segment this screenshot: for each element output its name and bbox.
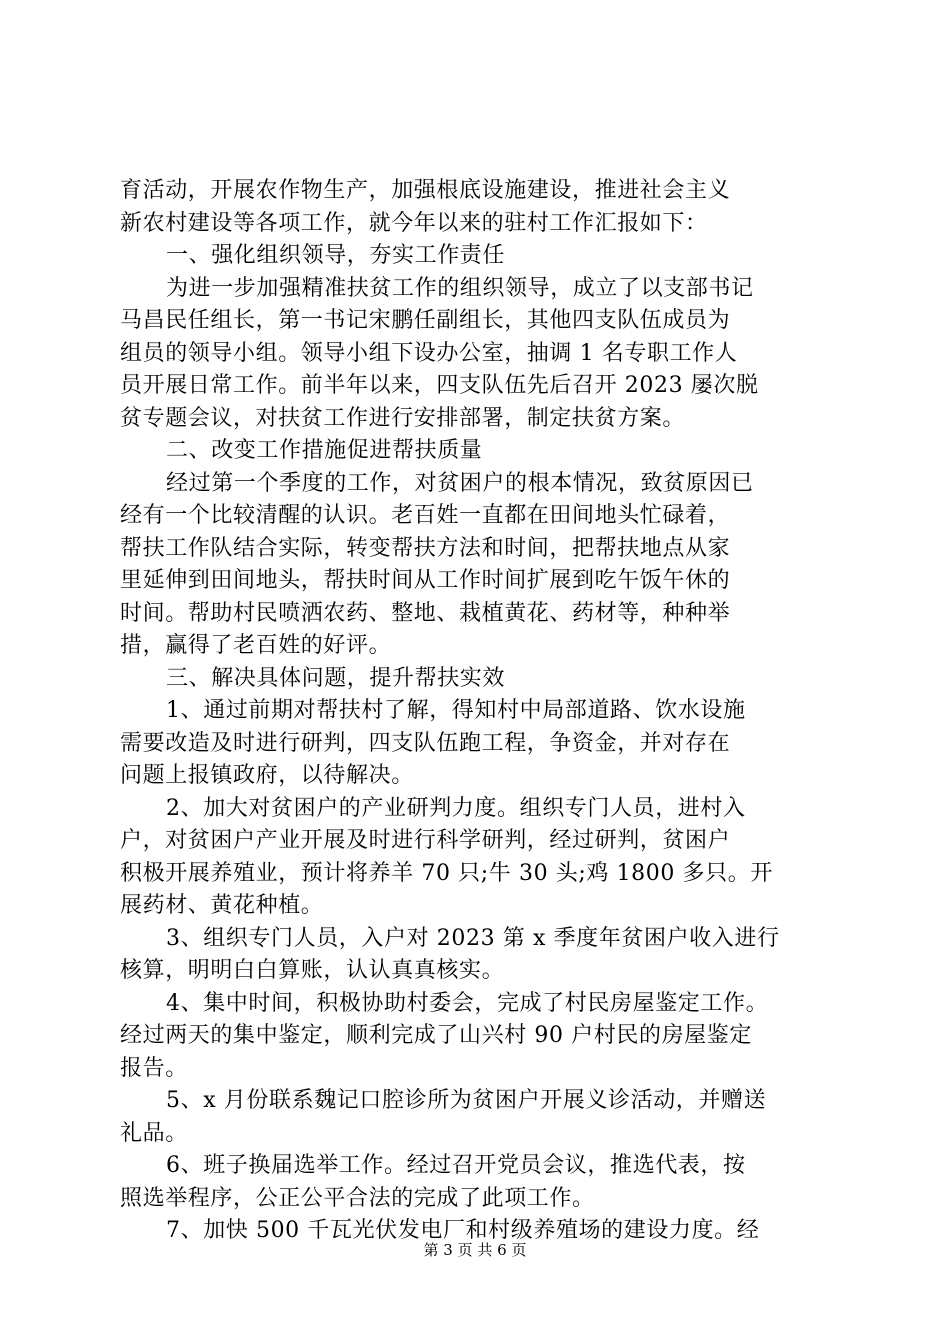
text-line: 员开展日常工作。前半年以来，四支队伍先后召开 2023 屡次脱 (120, 373, 759, 398)
text-line: 马昌民任组长，第一书记宋鹏任副组长，其他四支队伍成员为 (120, 308, 731, 333)
text-line: 贫专题会议，对扶贫工作进行安排部署，制定扶贫方案。 (120, 405, 686, 431)
page-footer: 第 3 页 共 6 页 (423, 1241, 527, 1259)
text-line: 里延伸到田间地头，帮扶时间从工作时间扩展到吃午饭午休的 (120, 568, 731, 593)
text-line: 组员的领导小组。领导小组下设办公室，抽调 1 名专职工作人 (120, 340, 738, 366)
text-line: 为进一步加强精准扶贫工作的组织领导，成立了以支部书记 (166, 275, 754, 301)
text-line: 二、改变工作措施促进帮扶质量 (166, 438, 483, 463)
text-line: 三、解决具体问题，提升帮扶实效 (166, 665, 506, 691)
text-line: 经过两天的集中鉴定，顺利完成了山兴村 90 户村民的房屋鉴定 (120, 1023, 752, 1048)
text-line: 7、加快 500 千瓦光伏发电厂和村级养殖场的建设力度。经 (166, 1218, 760, 1243)
text-line: 措，赢得了老百姓的好评。 (120, 633, 392, 658)
text-line: 育活动，开展农作物生产，加强根底设施建设，推进社会主义 (120, 178, 731, 203)
text-line: 经有一个比较清醒的认识。老百姓一直都在田间地头忙碌着， (120, 503, 731, 528)
text-line: 经过第一个季度的工作，对贫困户的根本情况，致贫原因已 (166, 470, 754, 496)
document-body (120, 175, 840, 1248)
text-line: 5、x 月份联系魏记口腔诊所为贫困户开展义诊活动，并赠送 (166, 1088, 767, 1113)
text-line: 问题上报镇政府，以待解决。 (120, 763, 414, 788)
text-line: 积极开展养殖业，预计将养羊 70 只;牛 30 头;鸡 1800 多只。开 (120, 860, 773, 886)
text-line: 需要改造及时进行研判，四支队伍跑工程，争资金，并对存在 (120, 730, 731, 756)
text-line: 1、通过前期对帮扶村了解，得知村中局部道路、饮水设施 (166, 698, 746, 723)
text-line: 2、加大对贫困户的产业研判力度。组织专门人员，进村入 (166, 795, 746, 821)
text-line: 礼品。 (120, 1120, 188, 1146)
text-line: 报告。 (120, 1055, 188, 1081)
text-line: 新农村建设等各项工作，就今年以来的驻村工作汇报如下： (120, 210, 708, 236)
text-line: 时间。帮助村民喷洒农药、整地、栽植黄花、药材等，种种举 (120, 600, 731, 626)
text-line: 4、集中时间，积极协助村委会，完成了村民房屋鉴定工作。 (166, 990, 769, 1016)
text-line: 6、班子换届选举工作。经过召开党员会议，推选代表，按 (166, 1153, 746, 1178)
text-line: 3、组织专门人员，入户对 2023 第 x 季度年贫困户收入进行 (166, 925, 780, 951)
text-line: 照选举程序，公正公平合法的完成了此项工作。 (120, 1185, 595, 1211)
text-line: 一、强化组织领导，夯实工作责任 (166, 243, 506, 268)
text-line: 户，对贫困户产业开展及时进行科学研判，经过研判，贫困户 (120, 828, 731, 853)
text-line: 帮扶工作队结合实际，转变帮扶方法和时间，把帮扶地点从家 (120, 535, 731, 561)
text-line: 核算，明明白白算账，认认真真核实。 (120, 958, 505, 983)
text-line: 展药材、黄花种植。 (120, 893, 324, 918)
